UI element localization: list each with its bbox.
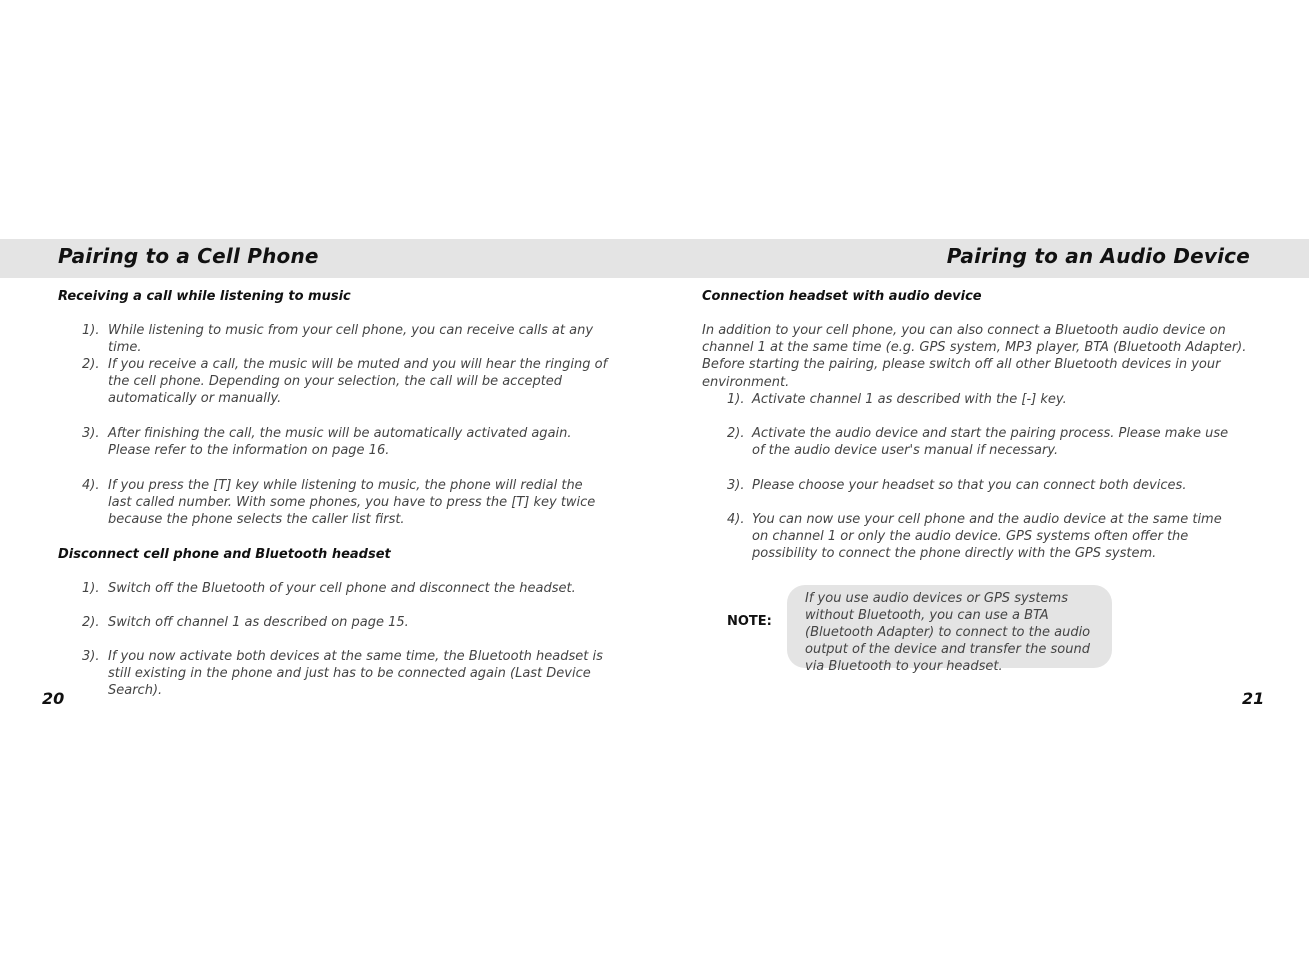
page-title-right: Pairing to an Audio Device [946, 244, 1250, 268]
list-item-number: 3). [82, 426, 100, 441]
page-number-right: 21 [1242, 689, 1265, 708]
page-title-left: Pairing to a Cell Phone [58, 244, 319, 268]
list-item-text: Activate the audio device and start the pairing process. Please make use of the audio device user's manual if necessary. [752, 426, 1229, 459]
list-item-number: 2). [727, 426, 745, 441]
list-item-text: You can now use your cell phone and the audio device at the same time on channel 1 or only the audio device. GPS systems often offer the possibility to connect the phone directly with the GPS system. [752, 512, 1222, 562]
note-label: NOTE: [727, 614, 772, 629]
list-item-number: 1). [82, 581, 100, 596]
list-item-number: 2). [82, 357, 100, 372]
list-item-number: 1). [727, 392, 745, 407]
page-number-left: 20 [42, 689, 65, 708]
list-item-number: 4). [82, 478, 100, 493]
list-item-text: After finishing the call, the music will be automatically activated again. Please refer to the information on page 16. [108, 426, 572, 459]
list-item-number: 3). [82, 649, 100, 664]
list-item-number: 4). [727, 512, 745, 527]
note-text: If you use audio devices or GPS systems without Bluetooth, you can use a BTA (Bluetooth Adapter) to connect to the audio output of the device and transfer the sound via Bluetooth to your headset. [805, 591, 1091, 674]
list-item-text: Please choose your headset so that you can connect both devices. [752, 478, 1187, 493]
list-item-text: If you now activate both devices at the same time, the Bluetooth headset is still existing in the phone and just has to be connected again (Last Device Search). [108, 649, 603, 699]
list-item-text: Switch off channel 1 as described on page 15. [108, 615, 409, 630]
intro-paragraph: In addition to your cell phone, you can also connect a Bluetooth audio device on channel 1 at the same time (e.g. GPS system, MP3 player, BTA (Bluetooth Adapter). Before starting the pairing, please switch off all other Bluetooth devices in your environment. [702, 323, 1247, 390]
list-item-number: 1). [82, 323, 100, 338]
list-item-text: Switch off the Bluetooth of your cell phone and disconnect the headset. [108, 581, 576, 596]
list-item-text: If you press the [T] key while listening to music, the phone will redial the last called number. With some phones, you have to press the [T] key twice because the phone selects the caller list first. [108, 478, 596, 528]
section-heading-connection: Connection headset with audio device [702, 289, 982, 304]
list-item-text: If you receive a call, the music will be muted and you will hear the ringing of the cell phone. Depending on your selection, the call will be accepted automatically or manually. [108, 357, 608, 407]
list-item-number: 2). [82, 615, 100, 630]
section-heading-receiving-call: Receiving a call while listening to music [58, 289, 351, 304]
list-item-text: While listening to music from your cell phone, you can receive calls at any time. [108, 323, 594, 356]
section-heading-disconnect: Disconnect cell phone and Bluetooth headset [58, 547, 391, 562]
list-item-number: 3). [727, 478, 745, 493]
list-item-text: Activate channel 1 as described with the [-] key. [752, 392, 1067, 407]
